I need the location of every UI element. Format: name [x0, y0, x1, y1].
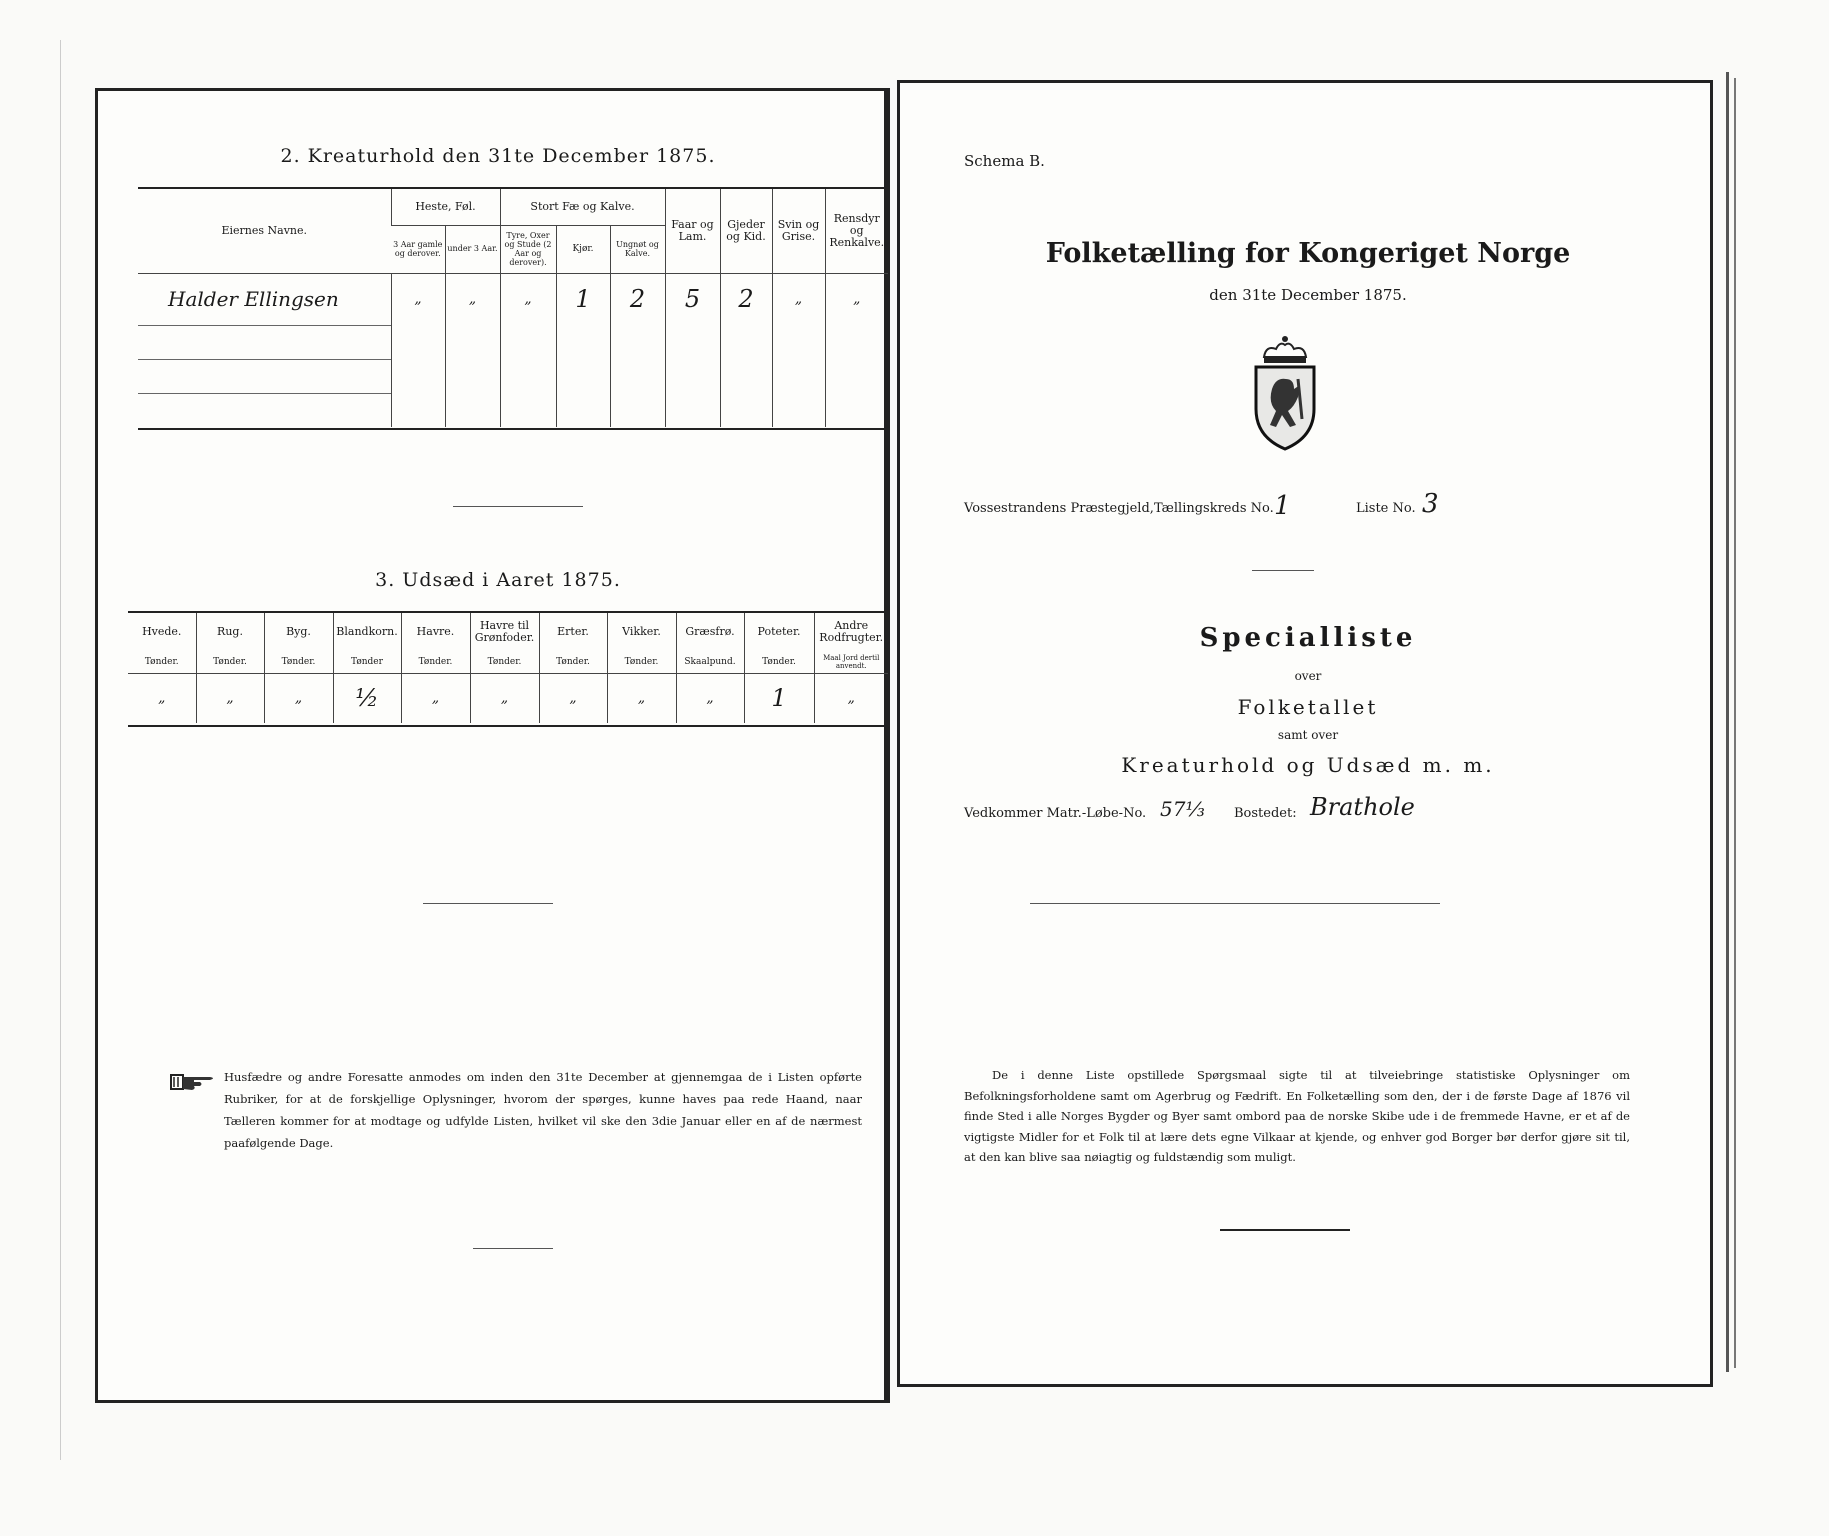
schema-label: Schema B.	[964, 152, 1045, 170]
table-row	[128, 673, 888, 723]
left-page	[95, 88, 890, 1403]
gjeder-header: Gjeder og Kid.	[720, 189, 772, 273]
sow-col-unit: Tønder.	[144, 656, 179, 667]
liste-label: Liste No.	[1356, 501, 1416, 516]
coat-of-arms-icon	[1242, 333, 1328, 453]
sow-col-header: Blandkorn.	[333, 613, 401, 651]
sow-value-cell: 1	[744, 673, 814, 723]
svin-header: Svin og Grise.	[772, 189, 825, 273]
table-rule	[138, 428, 888, 430]
kreatur-text: Kreaturhold og Udsæd m. m.	[1121, 753, 1495, 777]
krets-value: 1	[1274, 491, 1291, 521]
liste-value: 3	[1422, 489, 1439, 519]
separator	[473, 1248, 553, 1249]
table-row	[138, 273, 888, 325]
separator	[1220, 1229, 1350, 1231]
value-cell: 1	[556, 273, 610, 325]
sow-col-unit: Tønder.	[264, 651, 333, 673]
sow-col-unit: Tønder.	[196, 651, 264, 673]
notice-text: Husfædre og andre Foresatte anmodes om inden den 31te December at gjennemgaa de i Listen opførte Rubriker, for at de forskjellige Oplysninger, hvorom der spørges, kunne haves paa rede Haand, naar Tælleren kommer for at modtage og udfylde Listen, hvilket vil ske den 3die Januar eller en af de nærmest paafølgende Dage.	[224, 1070, 862, 1150]
value-cell: „	[391, 273, 445, 325]
page-stack-edge	[1726, 78, 1736, 1368]
sow-col-header: Erter.	[539, 613, 607, 651]
sow-value-cell: „	[401, 673, 470, 723]
rensdyr-header: Rensdyr og Renkalve.	[825, 189, 888, 273]
specialliste-heading: Specialliste	[1199, 623, 1417, 653]
stort-sub-header: Kjør.	[556, 225, 610, 273]
sow-col-header: Hvede.	[142, 625, 182, 638]
sow-col-unit: Tønder	[333, 651, 401, 673]
stort-sub-header: Ungnøt og Kalve.	[610, 225, 665, 273]
sow-col-unit: Tønder.	[539, 651, 607, 673]
sow-col-header: Vikker.	[607, 613, 676, 651]
pointing-hand-icon	[170, 1071, 218, 1093]
sow-value-cell: „	[539, 673, 607, 723]
sow-col-unit: Tønder.	[607, 651, 676, 673]
sow-col-header: Byg.	[264, 613, 333, 651]
sow-col-header: Andre Rodfrugter.	[814, 613, 888, 651]
stort-sub-header: Tyre, Oxer og Stude (2 Aar og derover).	[500, 225, 556, 273]
heste-sub-header: 3 Aar gamle og derover.	[391, 225, 445, 273]
owner-cell: Halder Ellingsen	[138, 273, 391, 325]
stort-group-header: Stort Fæ og Kalve.	[500, 189, 665, 225]
matr-value: 57⅓	[1160, 797, 1205, 821]
value-cell: „	[772, 273, 825, 325]
sow-col-header: Poteter.	[744, 613, 814, 651]
value-cell: „	[500, 273, 556, 325]
separator	[1252, 570, 1314, 571]
sow-col-unit: Tønder.	[470, 651, 539, 673]
parish-name: Vossestrandens Præstegjeld,	[964, 501, 1154, 516]
over-text: over	[1294, 669, 1322, 683]
heste-sub-header: under 3 Aar.	[445, 225, 500, 273]
section3-title: 3. Udsæd i Aaret 1875.	[375, 569, 621, 591]
sowing-table	[128, 613, 888, 723]
right-page	[897, 80, 1713, 1387]
date-line: den 31te December 1875.	[1209, 286, 1407, 304]
faar-header: Faar og Lam.	[665, 189, 720, 273]
value-cell: „	[825, 273, 888, 325]
table-rule	[128, 725, 888, 727]
sow-col-unit: Tønder.	[401, 651, 470, 673]
heste-group-header: Heste, Føl.	[391, 189, 500, 225]
bosted-value: Brathole	[1310, 793, 1415, 821]
sow-value-cell: „	[814, 673, 888, 723]
livestock-table	[138, 189, 888, 427]
value-cell: 5	[665, 273, 720, 325]
separator	[1030, 903, 1440, 904]
separator	[423, 903, 553, 904]
sow-col-header: Græsfrø.	[676, 613, 744, 651]
krets-label: Tællingskreds No.	[1154, 501, 1274, 516]
sow-col-unit: Maal Jord dertil anvendt.	[814, 651, 888, 673]
sow-value-cell: „	[676, 673, 744, 723]
main-title: Folketælling for Kongeriget Norge	[1045, 238, 1571, 269]
sow-value-cell: „	[264, 673, 333, 723]
sow-col-unit: Tønder.	[744, 651, 814, 673]
sow-col-header: Rug.	[196, 613, 264, 651]
value-cell: 2	[720, 273, 772, 325]
bosted-label: Bostedet:	[1234, 806, 1297, 821]
sow-value-cell: „	[607, 673, 676, 723]
sow-value-cell: „	[196, 673, 264, 723]
sow-col-unit: Skaalpund.	[676, 651, 744, 673]
sow-value-cell: ½	[333, 673, 401, 723]
sow-col-header: Havre.	[401, 613, 470, 651]
value-cell: „	[445, 273, 500, 325]
matr-label: Vedkommer Matr.-Løbe-No.	[964, 806, 1147, 821]
value-cell: 2	[610, 273, 665, 325]
footer-paragraph: De i denne Liste opstillede Spørgsmaal sigte til at tilveiebringe statistiske Oplysninger om Befolkningsforholdene samt om Agerbrug og Fædrift. En Folketælling som den, der i de første Dage af 1876 vil finde Sted i alle Norges Bygder og Byer samt ombord paa de norske Skibe ude i de fremmede Havne, er et af de vigtigste Midler for et Folk til at lære dets egne Vilkaar at kjende, og enhver god Borger bør derfor gjøre sit til, at den kan blive saa nøiagtig og fuldstændig som muligt.	[964, 1068, 1630, 1164]
separator	[453, 506, 583, 507]
sow-value-cell: „	[470, 673, 539, 723]
owner-header: Eiernes Navne.	[221, 223, 308, 237]
samt-over-text: samt over	[1277, 728, 1339, 742]
page-stack-edge	[60, 40, 61, 1460]
section2-title: 2. Kreaturhold den 31te December 1875.	[280, 145, 716, 167]
folketallet-text: Folketallet	[1237, 695, 1379, 719]
sow-value-cell: „	[128, 673, 196, 723]
sow-col-header: Havre til Grønfoder.	[470, 613, 539, 651]
